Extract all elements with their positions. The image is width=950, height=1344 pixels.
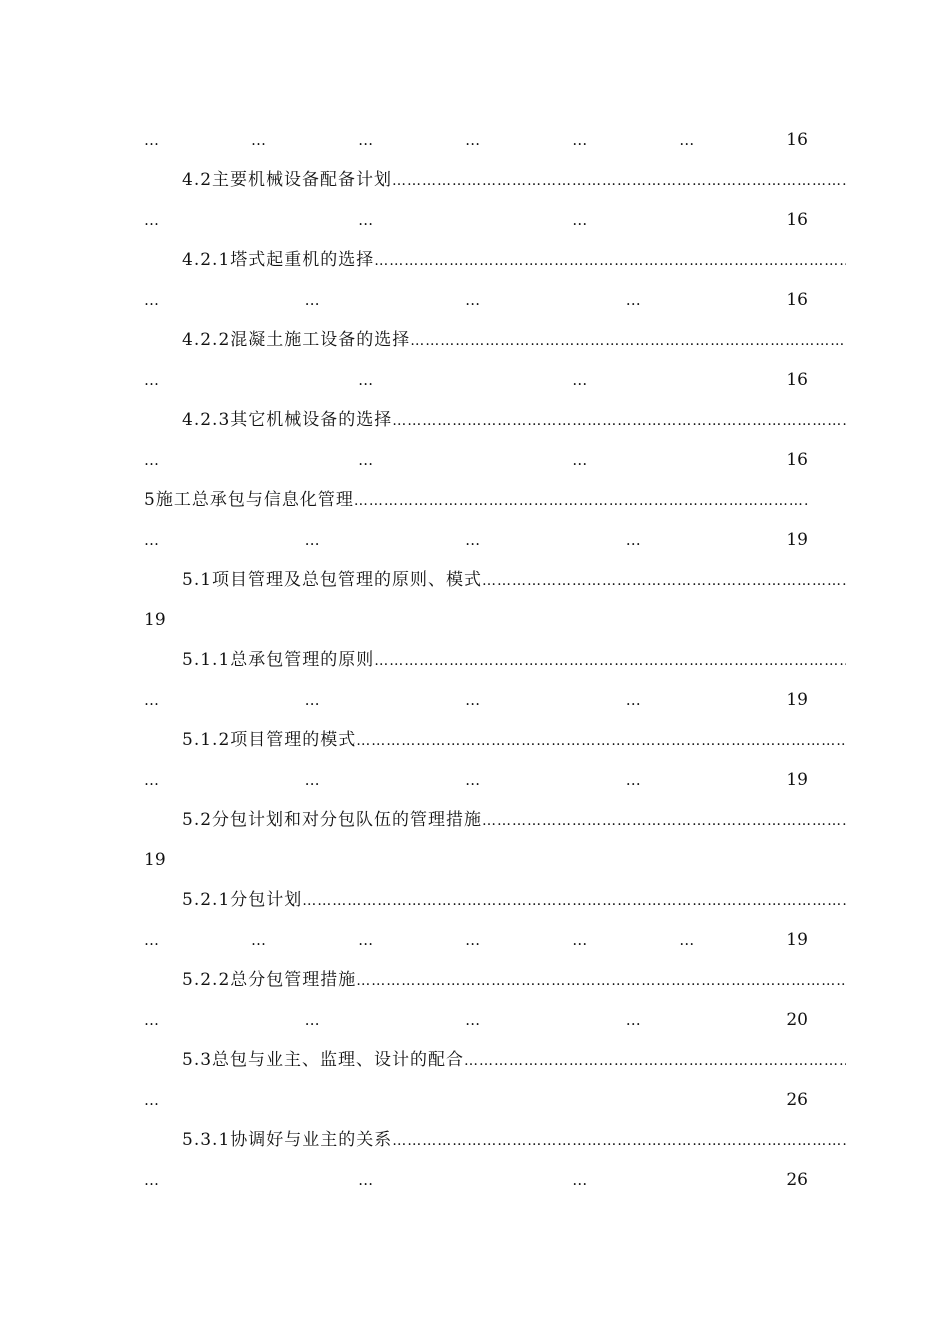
toc-entry-title: 4.2.1塔式起重机的选择 bbox=[182, 250, 375, 270]
dot-leader bbox=[482, 801, 846, 840]
dot-leader bbox=[464, 1041, 846, 1080]
toc-page-number-line bbox=[144, 840, 808, 880]
page-number: 16 bbox=[786, 370, 808, 390]
leader-dots: … bbox=[679, 931, 695, 949]
toc-entry bbox=[144, 160, 846, 200]
toc-continuation-line bbox=[144, 520, 808, 560]
leader-dots: … bbox=[144, 531, 159, 549]
leader-dots: … bbox=[572, 131, 588, 149]
dot-leader bbox=[374, 641, 846, 680]
leader-dots: … bbox=[251, 131, 267, 149]
page-number: 26 bbox=[786, 1090, 808, 1110]
toc-entry bbox=[144, 880, 846, 920]
toc-entry-title: 5.2.2总分包管理措施 bbox=[182, 970, 357, 990]
toc-entry bbox=[144, 720, 846, 760]
leader-dots: … bbox=[144, 771, 159, 789]
toc-entry bbox=[144, 480, 808, 520]
toc-continuation-line bbox=[144, 120, 808, 160]
toc-entry-title: 5.2分包计划和对分包队伍的管理措施 bbox=[182, 810, 483, 830]
toc-continuation-line bbox=[144, 680, 808, 720]
page-number: 19 bbox=[786, 690, 808, 710]
leader-dots: … bbox=[625, 1011, 641, 1029]
leader-dots: … bbox=[358, 451, 374, 469]
page-number: 19 bbox=[144, 610, 166, 630]
leader-dots: … bbox=[144, 1171, 159, 1189]
toc-continuation-line bbox=[144, 440, 808, 480]
leader-dots: … bbox=[358, 131, 374, 149]
leader-dots: … bbox=[572, 451, 588, 469]
leader-dots: … bbox=[625, 291, 641, 309]
dot-leader bbox=[356, 721, 846, 760]
leader-dots: … bbox=[304, 531, 320, 549]
toc-continuation-line bbox=[144, 200, 808, 240]
leader-dots: … bbox=[465, 1011, 481, 1029]
leader-dots: … bbox=[465, 291, 481, 309]
leader-dots: … bbox=[625, 691, 641, 709]
toc-entry bbox=[144, 1120, 846, 1160]
toc-continuation-line bbox=[144, 1160, 808, 1200]
dot-leader bbox=[354, 481, 808, 520]
leader-dots: … bbox=[465, 931, 481, 949]
toc-page-number-line bbox=[144, 600, 808, 640]
page-number: 26 bbox=[786, 1170, 808, 1190]
toc-entry-title: 5.1项目管理及总包管理的原则、模式 bbox=[182, 570, 483, 590]
toc-entry-title: 4.2主要机械设备配备计划 bbox=[182, 170, 393, 190]
dot-leader bbox=[356, 961, 846, 1000]
leader-dots: … bbox=[358, 371, 374, 389]
leader-dots: … bbox=[572, 211, 588, 229]
toc-continuation-line bbox=[144, 760, 808, 800]
toc-entry-title: 4.2.3其它机械设备的选择 bbox=[182, 410, 393, 430]
toc-entry-title: 5.1.2项目管理的模式 bbox=[182, 730, 357, 750]
leader-dots: … bbox=[465, 131, 481, 149]
leader-dots: … bbox=[572, 371, 588, 389]
toc-continuation-line bbox=[144, 1080, 808, 1120]
toc-entry bbox=[144, 640, 846, 680]
toc-continuation-line bbox=[144, 920, 808, 960]
toc-entry bbox=[144, 240, 846, 280]
leader-dots: … bbox=[144, 691, 159, 709]
dot-leader bbox=[392, 1121, 846, 1160]
leader-dots: … bbox=[144, 1011, 159, 1029]
toc-entry bbox=[144, 1040, 846, 1080]
leader-dots: … bbox=[465, 771, 481, 789]
leader-dots: … bbox=[572, 1171, 588, 1189]
leader-dots: … bbox=[304, 1011, 320, 1029]
leader-dots: … bbox=[358, 1171, 374, 1189]
dot-leader bbox=[374, 241, 846, 280]
leader-dots: … bbox=[144, 211, 159, 229]
page-number: 19 bbox=[786, 530, 808, 550]
leader-dots: … bbox=[465, 531, 481, 549]
toc-continuation-line bbox=[144, 360, 808, 400]
toc-entry bbox=[144, 320, 846, 360]
leader-dots: … bbox=[304, 771, 320, 789]
toc-entry-title: 4.2.2混凝土施工设备的选择 bbox=[182, 330, 411, 350]
toc-entry-title: 5.2.1分包计划 bbox=[182, 890, 303, 910]
page-number: 16 bbox=[786, 450, 808, 470]
leader-dots: … bbox=[304, 291, 320, 309]
dot-leader bbox=[392, 401, 846, 440]
toc-continuation-line bbox=[144, 280, 808, 320]
toc-entry-title: 5.1.1总承包管理的原则 bbox=[182, 650, 375, 670]
leader-dots: … bbox=[251, 931, 267, 949]
leader-dots: … bbox=[358, 211, 374, 229]
page-number: 19 bbox=[144, 850, 166, 870]
toc-continuation-line bbox=[144, 1000, 808, 1040]
dot-leader bbox=[392, 161, 846, 200]
leader-dots: … bbox=[625, 531, 641, 549]
leader-dots: … bbox=[358, 931, 374, 949]
leader-dots: … bbox=[304, 691, 320, 709]
toc-entry bbox=[144, 400, 846, 440]
dot-leader bbox=[302, 881, 846, 920]
leader-dots: … bbox=[625, 771, 641, 789]
toc-entry bbox=[144, 960, 846, 1000]
toc-entry-title: 5.3总包与业主、监理、设计的配合 bbox=[182, 1050, 465, 1070]
dot-leader bbox=[410, 321, 846, 360]
toc-entry-title: 5施工总承包与信息化管理 bbox=[144, 490, 354, 510]
leader-dots: … bbox=[144, 371, 159, 389]
page-number: 19 bbox=[786, 770, 808, 790]
leader-dots: … bbox=[144, 291, 159, 309]
leader-dots: … bbox=[144, 1091, 159, 1109]
leader-dots: … bbox=[572, 931, 588, 949]
dot-leader bbox=[482, 561, 846, 600]
page-number: 16 bbox=[786, 290, 808, 310]
page-number: 16 bbox=[786, 210, 808, 230]
page-number: 20 bbox=[786, 1010, 808, 1030]
toc-entry bbox=[144, 560, 846, 600]
leader-dots: … bbox=[144, 131, 159, 149]
leader-dots: … bbox=[144, 451, 159, 469]
page-number: 19 bbox=[786, 930, 808, 950]
toc-entry-title: 5.3.1协调好与业主的关系 bbox=[182, 1130, 393, 1150]
leader-dots: … bbox=[144, 931, 159, 949]
leader-dots: … bbox=[679, 131, 695, 149]
leader-dots: … bbox=[465, 691, 481, 709]
toc-entry bbox=[144, 800, 846, 840]
page-number: 16 bbox=[786, 130, 808, 150]
